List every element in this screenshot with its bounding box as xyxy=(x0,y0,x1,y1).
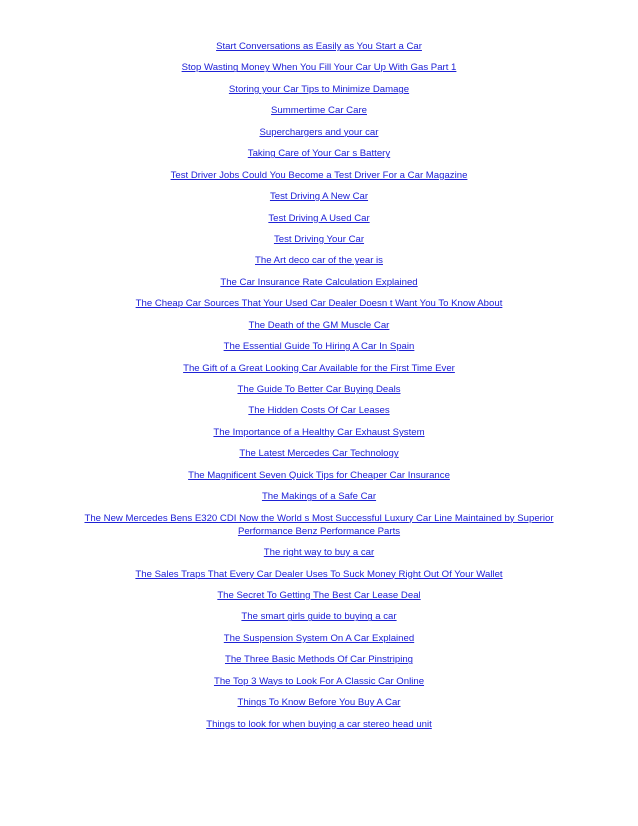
article-link[interactable]: Test Driving Your Car xyxy=(273,233,365,245)
article-link[interactable]: The Importance of a Healthy Car Exhaust System xyxy=(213,426,425,438)
list-item xyxy=(80,61,558,74)
article-link[interactable]: The Essential Guide To Hiring A Car In Spain xyxy=(223,341,415,353)
article-link[interactable]: Taking Care of Your Car s Battery xyxy=(247,148,391,160)
article-link[interactable]: The Car Insurance Rate Calculation Explained xyxy=(220,276,418,288)
list-item xyxy=(80,426,558,439)
article-link[interactable]: The right way to buy a car xyxy=(263,547,375,559)
list-item xyxy=(80,589,558,602)
article-link[interactable]: The smart girls guide to buying a car xyxy=(241,611,397,623)
list-item xyxy=(80,319,558,332)
list-item xyxy=(80,490,558,503)
article-link[interactable]: The Death of the GM Muscle Car xyxy=(248,319,390,331)
article-link[interactable]: The Top 3 Ways to Look For A Classic Car Online xyxy=(213,675,425,687)
list-item xyxy=(80,632,558,645)
list-item xyxy=(80,254,558,267)
article-link[interactable]: The Cheap Car Sources That Your Used Car Dealer Doesn t Want You To Know About xyxy=(135,298,503,310)
article-link[interactable]: Summertime Car Care xyxy=(271,105,367,117)
list-item xyxy=(80,126,558,139)
list-item xyxy=(80,383,558,396)
list-item xyxy=(80,169,558,182)
list-item xyxy=(80,404,558,417)
list-item xyxy=(80,447,558,460)
article-link[interactable]: The Magnificent Seven Quick Tips for Cheaper Car Insurance xyxy=(188,469,450,481)
article-link[interactable]: Test Driving A Used Car xyxy=(268,212,370,224)
article-link[interactable]: The New Mercedes Bens E320 CDI Now the World s Most Successful Luxury Car Line Maintained by Superior Performance Benz Performance Parts xyxy=(84,512,554,537)
list-item xyxy=(80,610,558,623)
list-item xyxy=(80,653,558,666)
article-link[interactable]: Storing your Car Tips to Minimize Damage xyxy=(228,83,410,95)
article-link[interactable]: Test Driving A New Car xyxy=(269,191,369,203)
list-item xyxy=(80,276,558,289)
list-item xyxy=(80,104,558,117)
list-item xyxy=(80,297,558,310)
article-link[interactable]: The Secret To Getting The Best Car Lease Deal xyxy=(217,589,421,601)
list-item xyxy=(80,40,558,53)
list-item xyxy=(80,568,558,581)
list-item xyxy=(80,233,558,246)
article-link[interactable]: The Hidden Costs Of Car Leases xyxy=(248,405,390,417)
article-link[interactable]: The Latest Mercedes Car Technology xyxy=(239,448,399,460)
list-item xyxy=(80,147,558,160)
article-link[interactable]: Things to look for when buying a car stereo head unit xyxy=(206,718,432,730)
article-link[interactable]: The Three Basic Methods Of Car Pinstriping xyxy=(224,654,414,666)
article-link[interactable]: Superchargers and your car xyxy=(259,126,379,138)
article-link[interactable]: Test Driver Jobs Could You Become a Test Driver For a Car Magazine xyxy=(170,169,468,181)
list-item xyxy=(80,718,558,731)
article-link[interactable]: The Art deco car of the year is xyxy=(255,255,383,267)
list-item xyxy=(80,362,558,375)
list-item xyxy=(80,83,558,96)
article-link-list xyxy=(80,40,558,739)
article-link[interactable]: The Makings of a Safe Car xyxy=(261,491,377,503)
article-link[interactable]: The Gift of a Great Looking Car Available for the First Time Ever xyxy=(183,362,455,374)
list-item xyxy=(80,340,558,353)
article-link[interactable]: Things To Know Before You Buy A Car xyxy=(237,697,401,709)
list-item xyxy=(80,212,558,225)
list-item xyxy=(80,190,558,203)
list-item xyxy=(80,469,558,482)
article-link[interactable]: The Suspension System On A Car Explained xyxy=(223,632,415,644)
article-link[interactable]: The Sales Traps That Every Car Dealer Uses To Suck Money Right Out Of Your Wallet xyxy=(135,568,503,580)
list-item xyxy=(80,696,558,709)
list-item xyxy=(80,512,558,538)
list-item xyxy=(80,675,558,688)
article-link[interactable]: Stop Wasting Money When You Fill Your Car Up With Gas Part 1 xyxy=(181,62,457,74)
article-link[interactable]: Start Conversations as Easily as You Start a Car xyxy=(216,41,422,52)
list-item xyxy=(80,546,558,559)
article-link[interactable]: The Guide To Better Car Buying Deals xyxy=(237,384,401,395)
